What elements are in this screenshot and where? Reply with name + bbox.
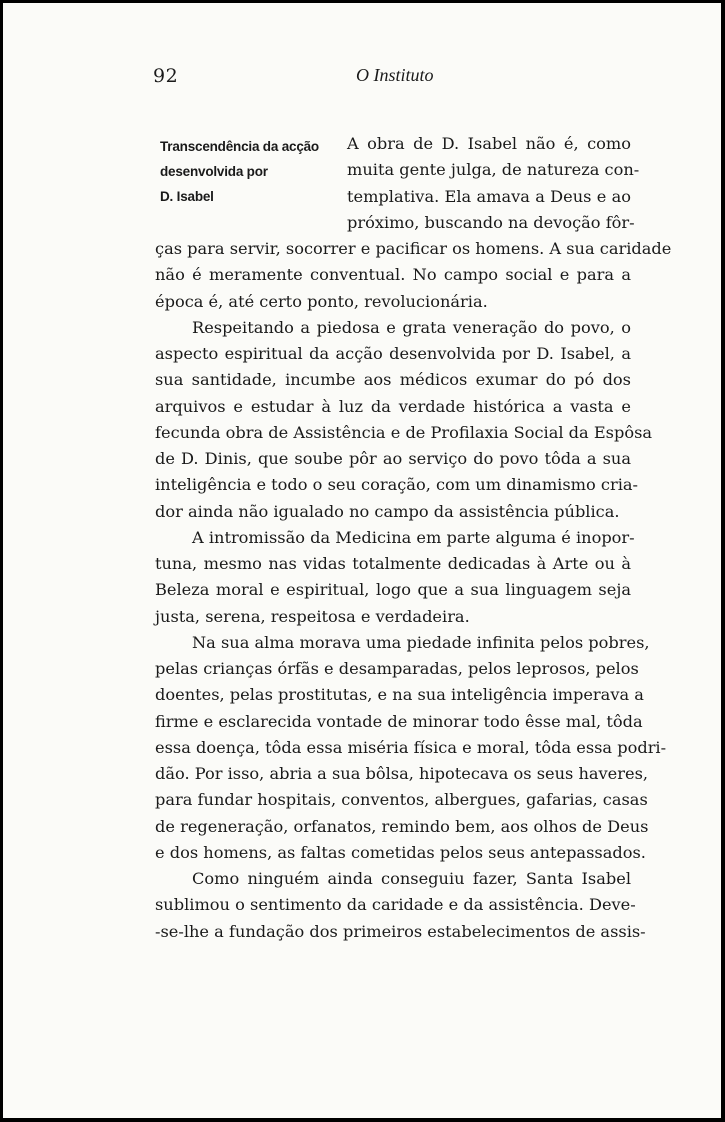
- margin-note-line: desenvolvida por: [160, 164, 268, 179]
- text-line: doentes, pelas prostitutas, e na sua inteligência imperava a: [155, 685, 644, 705]
- text-line: ças para servir, socorrer e pacificar os homens. A sua caridade: [155, 239, 672, 258]
- book-page: [3, 3, 721, 1118]
- text-line: para fundar hospitais, conventos, albergues, gafarias, casas: [155, 790, 648, 810]
- text-line: e dos homens, as faltas cometidas pelos seus antepassados.: [155, 842, 646, 862]
- paragraph-first-line: Na sua alma morava uma piedade infinita pelos pobres,: [192, 632, 650, 652]
- margin-note-line: D. Isabel: [160, 189, 214, 204]
- text-line: época é, até certo ponto, revolucionária.: [155, 291, 488, 311]
- text-line: firme e esclarecida vontade de minorar todo êsse mal, tôda: [155, 711, 643, 731]
- text-line: fecunda obra de Assistência e de Profilaxia Social da Espôsa: [155, 422, 653, 442]
- running-title: O Instituto: [356, 65, 434, 85]
- text-line: templativa. Ela amava a Deus e ao: [347, 186, 631, 206]
- text-line: dão. Por isso, abria a sua bôlsa, hipotecava os seus haveres,: [155, 764, 649, 783]
- text-line: de D. Dinis, que soube pôr ao serviço do povo tôda a sua: [155, 449, 631, 468]
- paragraph-first-line: Respeitando a piedosa e grata veneração do povo, o: [192, 317, 631, 337]
- text-line: essa doença, tôda essa miséria física e moral, tôda essa podri-: [155, 737, 667, 757]
- text-line: -se-lhe a fundação dos primeiros estabelecimentos de assis-: [155, 921, 646, 941]
- text-line: justa, serena, respeitosa e verdadeira.: [155, 606, 470, 626]
- text-line: de regeneração, orfanatos, remindo bem, aos olhos de Deus: [155, 816, 649, 836]
- text-line: próximo, buscando na devoção fôr-: [347, 212, 635, 232]
- text-line: pelas crianças órfãs e desamparadas, pelos leprosos, pelos: [155, 659, 639, 678]
- page-header: [153, 65, 633, 95]
- body-text: [155, 131, 672, 945]
- margin-note-line: Transcendência da acção: [160, 139, 319, 154]
- text-line: tuna, mesmo nas vidas totalmente dedicadas à Arte ou à: [155, 554, 631, 573]
- paragraph-first-line: Como ninguém ainda conseguiu fazer, Santa Isabel: [192, 869, 631, 888]
- text-line: aspecto espiritual da acção desenvolvida por D. Isabel, a: [155, 344, 631, 363]
- text-line: Beleza moral e espiritual, logo que a sua linguagem seja: [155, 580, 631, 600]
- text-line: dor ainda não igualado no campo da assistência pública.: [155, 501, 620, 521]
- page-number: 92: [153, 65, 179, 87]
- text-line: sua santidade, incumbe aos médicos exumar do pó dos: [155, 370, 631, 390]
- text-line: arquivos e estudar à luz da verdade histórica a vasta e: [155, 396, 631, 416]
- text-line: sublimou o sentimento da caridade e da assistência. Deve-: [155, 895, 636, 915]
- text-line: inteligência e todo o seu coração, com um dinamismo cria-: [155, 475, 639, 495]
- text-line: muita gente julga, de natureza con-: [347, 160, 640, 180]
- paragraph-first-line: A intromissão da Medicina em parte alguma é inopor-: [192, 527, 635, 547]
- text-line: não é meramente conventual. No campo social e para a: [155, 265, 631, 285]
- text-line: A obra de D. Isabel não é, como: [347, 134, 631, 153]
